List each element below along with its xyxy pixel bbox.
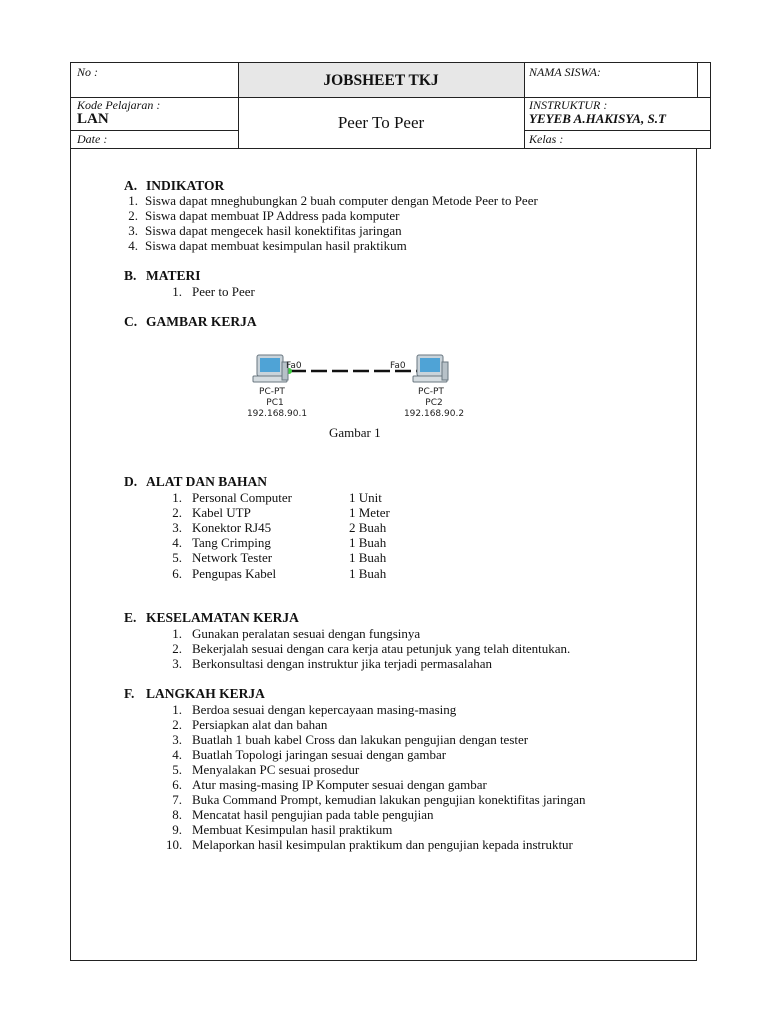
section-heading-alat-bahan: D. ALAT DAN BAHAN [124,474,268,489]
list-item: 5. Network Tester [172,550,273,565]
list-item: 9. Membuat Kesimpulan hasil praktikum [172,822,393,837]
instruktur-label: INSTRUKTUR : [529,98,608,112]
kode-pelajaran-label: Kode Pelajaran : [77,98,161,112]
pc2-name: PC2 [425,398,443,408]
list-item: 2. Siswa dapat membuat IP Address pada komputer [128,208,400,223]
list-item: 3. Siswa dapat mengecek hasil konektifitas jaringan [128,223,402,238]
pc2-icon [413,355,448,382]
quantity: 1 Buah [349,566,387,581]
list-item: 6. Atur masing-masing IP Komputer sesuai dengan gambar [172,777,487,792]
network-diagram [235,348,485,424]
list-item: 3. Konektor RJ45 [172,520,272,535]
list-item: 1. Peer to Peer [172,284,255,299]
pc1-type: PC-PT [259,387,285,397]
kode-pelajaran-value: LAN [77,111,109,127]
instruktur-value: YEYEB A.HAKISYA, S.T [529,111,666,126]
date-label: Date : [77,132,108,146]
list-item: 4. Siswa dapat membuat kesimpulan hasil praktikum [128,238,407,253]
document-title: JOBSHEET TKJ [323,72,439,89]
list-item: 8. Mencatat hasil pengujian pada table pengujian [172,807,434,822]
pc2-type: PC-PT [418,387,444,397]
header-divider [238,97,524,98]
list-item: 6. Pengupas Kabel [172,566,277,581]
pc2-port-label: Fa0 [390,361,406,371]
list-item: 1. Siswa dapat mneghubungkan 2 buah computer dengan Metode Peer to Peer [128,193,538,208]
quantity: 1 Buah [349,550,387,565]
pc1-name: PC1 [266,398,284,408]
pc1-port-label: Fa0 [286,361,302,371]
document-subtitle: Peer To Peer [337,113,425,132]
no-label: No : [77,65,98,79]
section-heading-materi: B. MATERI [124,268,201,283]
section-heading-gambar-kerja: C. GAMBAR KERJA [124,314,257,329]
section-heading-langkah-kerja: F. LANGKAH KERJA [124,686,265,701]
quantity: 1 Meter [349,505,390,520]
quantity: 1 Unit [349,490,382,505]
quantity: 2 Buah [349,520,387,535]
list-item: 4. Buatlah Topologi jaringan sesuai dengan gambar [172,747,447,762]
pc1-ip: 192.168.90.1 [246,409,308,419]
list-item: 2. Kabel UTP [172,505,251,520]
section-heading-keselamatan: E. KESELAMATAN KERJA [124,610,299,625]
header-divider [524,130,711,131]
nama-siswa-label: NAMA SISWA: [529,65,601,79]
list-item: 2. Persiapkan alat dan bahan [172,717,328,732]
section-heading-indikator: A. INDIKATOR [124,178,225,193]
list-item: 1. Personal Computer [172,490,293,505]
pc1-icon [253,355,288,382]
list-item: 3. Buatlah 1 buah kabel Cross dan lakukan pengujian dengan tester [172,732,529,747]
header-divider [71,130,238,131]
header-table [70,62,711,149]
list-item: 3. Berkonsultasi dengan instruktur jika terjadi permasalahan [172,656,492,671]
list-item: 7. Buka Command Prompt, kemudian lakukan pengujian konektifitas jaringan [172,792,586,807]
list-item: 10. Melaporkan hasil kesimpulan praktikum dan pengujian kepada instruktur [166,837,573,852]
list-item: 2. Bekerjalah sesuai dengan cara kerja atau petunjuk yang telah ditentukan. [172,641,571,656]
quantity: 1 Buah [349,535,387,550]
list-item: 4. Tang Crimping [172,535,271,550]
figure-caption: Gambar 1 [329,425,381,440]
header-divider [697,63,698,97]
pc2-ip: 192.168.90.2 [403,409,465,419]
list-item: 1. Gunakan peralatan sesuai dengan fungsinya [172,626,421,641]
kelas-label: Kelas : [529,132,564,146]
list-item: 1. Berdoa sesuai dengan kepercayaan masing-masing [172,702,457,717]
list-item: 5. Menyalakan PC sesuai prosedur [172,762,360,777]
header-divider [524,63,525,148]
